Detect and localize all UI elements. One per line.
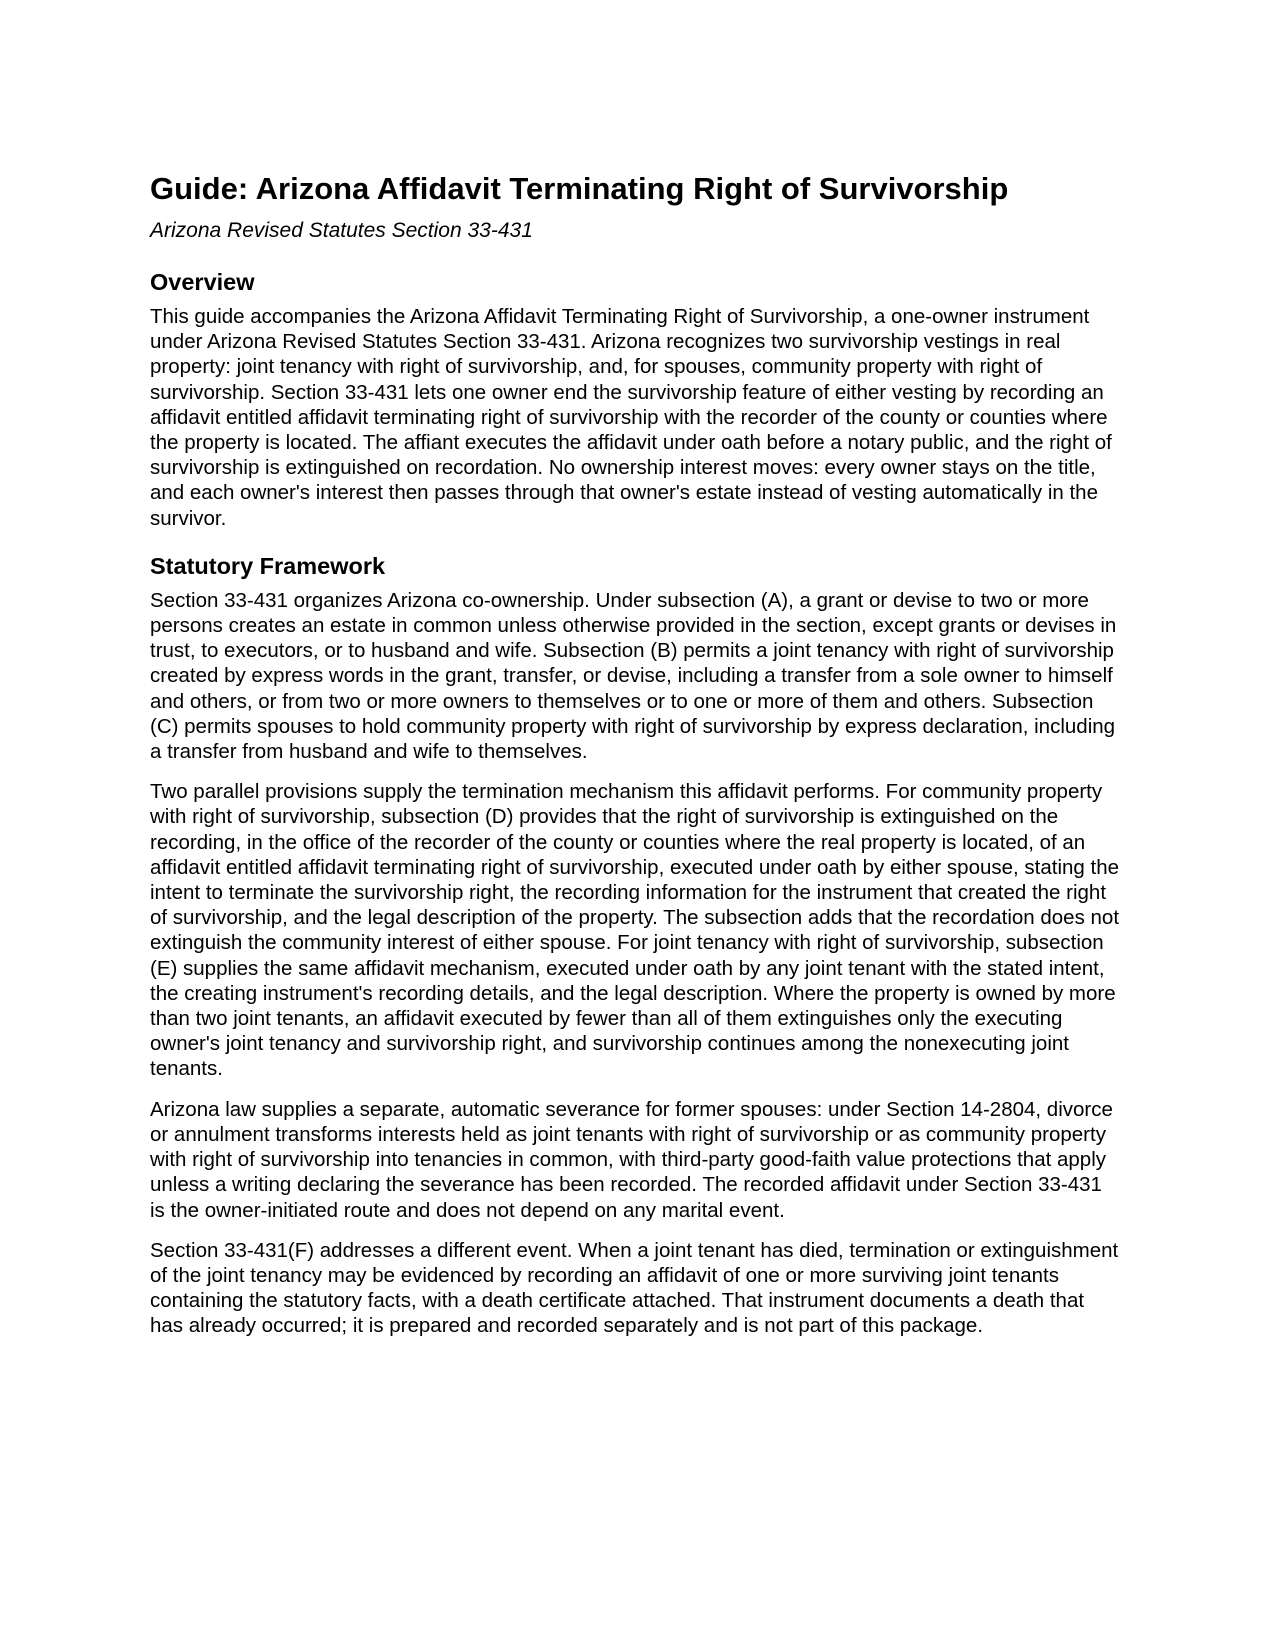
- section-heading-overview: Overview: [150, 269, 255, 295]
- framework-paragraph-4: Section 33-431(F) addresses a different event. When a joint tenant has died, termination or extinguishment of the joint tenancy may be evidenced by recording an affidavit of one or more surviving joint tenants containing the statutory facts, with a death certificate attached. That instrument documents a death that has already occurred; it is prepared and recorded separately and is not part of this package.: [150, 1238, 1119, 1338]
- document-subtitle: Arizona Revised Statutes Section 33-431: [150, 219, 533, 242]
- document-page: [150, 170, 1120, 1339]
- framework-paragraph-1: Section 33-431 organizes Arizona co-ownership. Under subsection (A), a grant or devise to two or more persons creates an estate in common unless otherwise provided in the section, except grants or devises in trust, to executors, or to husband and wife. Subsection (B) permits a joint tenancy with right of survivorship created by express words in the grant, transfer, or devise, including a transfer from a sole owner to himself and others, or from two or more owners to themselves or to one or more of them and others. Subsection (C) permits spouses to hold community property with right of survivorship by express declaration, including a transfer from husband and wife to themselves.: [150, 588, 1117, 764]
- section-heading-statutory-framework: Statutory Framework: [150, 552, 386, 579]
- framework-paragraph-2: Two parallel provisions supply the termination mechanism this affidavit performs. For community property with right of survivorship, subsection (D) provides that the right of survivorship is extinguished on the recording, in the office of the recorder of the county or counties where the real property is located, of an affidavit entitled affidavit terminating right of survivorship, executed under oath by either spouse, stating the intent to terminate the survivorship right, the recording information for the instrument that created the right of survivorship, and the legal description of the property. The subsection adds that the recordation does not extinguish the community interest of either spouse. For joint tenancy with right of survivorship, subsection (E) supplies the same affidavit mechanism, executed under oath by any joint tenant with the stated intent, the creating instrument's recording details, and the legal description. Where the property is owned by more than two joint tenants, an affidavit executed by fewer than all of them extinguishes only the executing owner's joint tenancy and survivorship right, and survivorship continues among the nonexecuting joint tenants.: [150, 780, 1120, 1081]
- document-title: Guide: Arizona Affidavit Terminating Right of Survivorship: [150, 171, 1009, 206]
- framework-paragraph-3: Arizona law supplies a separate, automatic severance for former spouses: under Section 14-2804, divorce or annulment transforms interests held as joint tenants with right of survivorship or as community property with right of survivorship into tenancies in common, with third-party good-faith value protections that apply unless a writing declaring the severance has been recorded. The recorded affidavit under Section 33-431 is the owner-initiated route and does not depend on any marital event.: [150, 1097, 1113, 1222]
- overview-paragraph: This guide accompanies the Arizona Affidavit Terminating Right of Survivorship, a one-owner instrument under Arizona Revised Statutes Section 33-431. Arizona recognizes two survivorship vestings in real property: joint tenancy with right of survivorship, and, for spouses, community property with right of survivorship. Section 33-431 lets one owner end the survivorship feature of either vesting by recording an affidavit entitled affidavit terminating right of survivorship with the recorder of the county or counties where the property is located. The affiant executes the affidavit under oath before a notary public, and the right of survivorship is extinguished on recordation. No ownership interest moves: every owner stays on the title, and each owner's interest then passes through that owner's estate instead of vesting automatically in the survivor.: [150, 305, 1112, 530]
